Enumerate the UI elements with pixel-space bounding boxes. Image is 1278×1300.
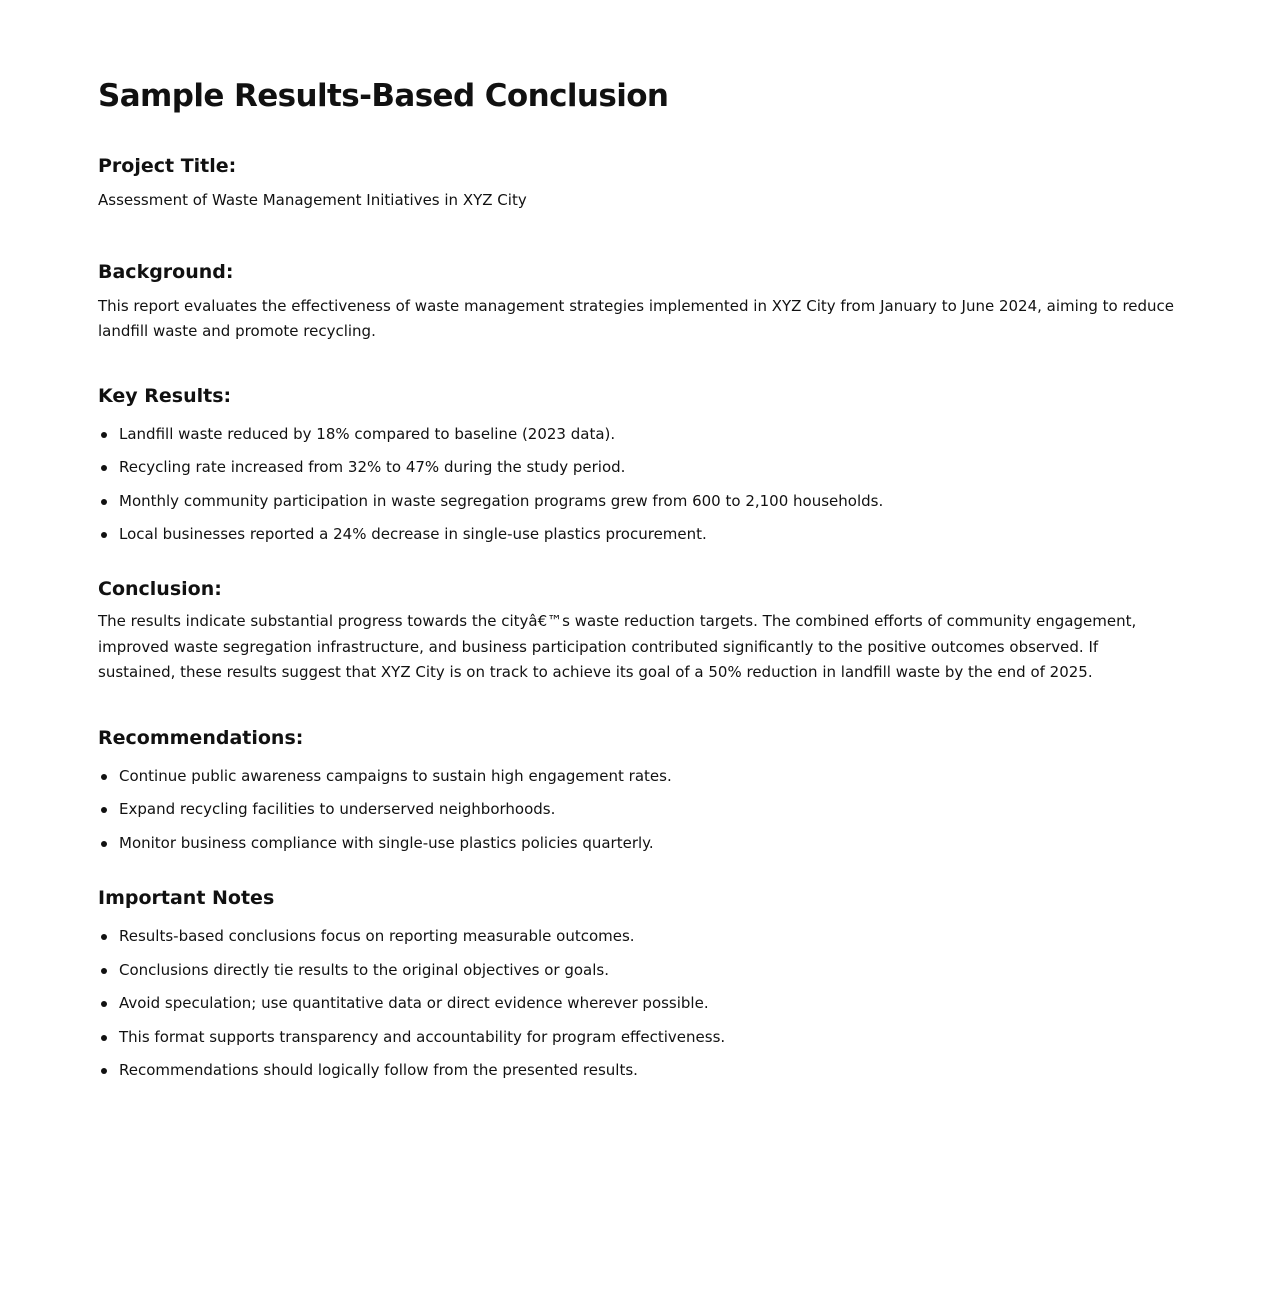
project-section bbox=[98, 153, 1180, 214]
notes-list bbox=[98, 925, 1180, 1081]
conclusion-text: The results indicate substantial progress towards the cityâ€™s waste reduction targets. The combined efforts of community engagement, improved waste segregation infrastructure, and business participation contributed significantly to the positive outcomes observed. If sustained, these results suggest that XYZ City is on track to achieve its goal of a 50% reduction in landfill waste by the end of 2025. bbox=[98, 612, 1137, 682]
project-heading: Project Title: bbox=[98, 155, 237, 177]
key-results-heading: Key Results: bbox=[98, 384, 232, 407]
list-item: Local businesses reported a 24% decrease in single-use plastics procurement. bbox=[98, 523, 1180, 545]
recommendations-section bbox=[98, 725, 1180, 854]
notes-section bbox=[98, 885, 1180, 1081]
recommendations-heading: Recommendations: bbox=[98, 726, 304, 749]
notes-heading: Important Notes bbox=[98, 886, 275, 909]
background-text: This report evaluates the effectiveness of waste management strategies implemented in XYZ City from January to June 2024, aiming to reduce landfill waste and promote recycling. bbox=[98, 296, 1175, 340]
list-item: Monitor business compliance with single-use plastics policies quarterly. bbox=[98, 832, 1180, 854]
recommendations-list bbox=[98, 765, 1180, 854]
key-results-list bbox=[98, 423, 1180, 546]
list-item: Landfill waste reduced by 18% compared to baseline (2023 data). bbox=[98, 423, 1180, 445]
list-item: This format supports transparency and accountability for program effectiveness. bbox=[98, 1026, 1180, 1048]
conclusion-heading: Conclusion: bbox=[98, 578, 222, 601]
list-item: Expand recycling facilities to underserved neighborhoods. bbox=[98, 798, 1180, 820]
page-title: Sample Results-Based Conclusion bbox=[98, 78, 669, 114]
key-results-section bbox=[98, 383, 1180, 546]
background-heading: Background: bbox=[98, 260, 234, 283]
list-item: Avoid speculation; use quantitative data or direct evidence wherever possible. bbox=[98, 992, 1180, 1014]
list-item: Monthly community participation in waste segregation programs grew from 600 to 2,100 households. bbox=[98, 490, 1180, 512]
list-item: Continue public awareness campaigns to sustain high engagement rates. bbox=[98, 765, 1180, 787]
project-text: Assessment of Waste Management Initiatives in XYZ City bbox=[98, 191, 527, 209]
list-item: Results-based conclusions focus on reporting measurable outcomes. bbox=[98, 925, 1180, 947]
list-item: Recycling rate increased from 32% to 47% during the study period. bbox=[98, 456, 1180, 478]
conclusion-section bbox=[98, 576, 1180, 686]
background-section bbox=[98, 259, 1180, 345]
list-item: Recommendations should logically follow from the presented results. bbox=[98, 1059, 1180, 1081]
list-item: Conclusions directly tie results to the original objectives or goals. bbox=[98, 959, 1180, 981]
